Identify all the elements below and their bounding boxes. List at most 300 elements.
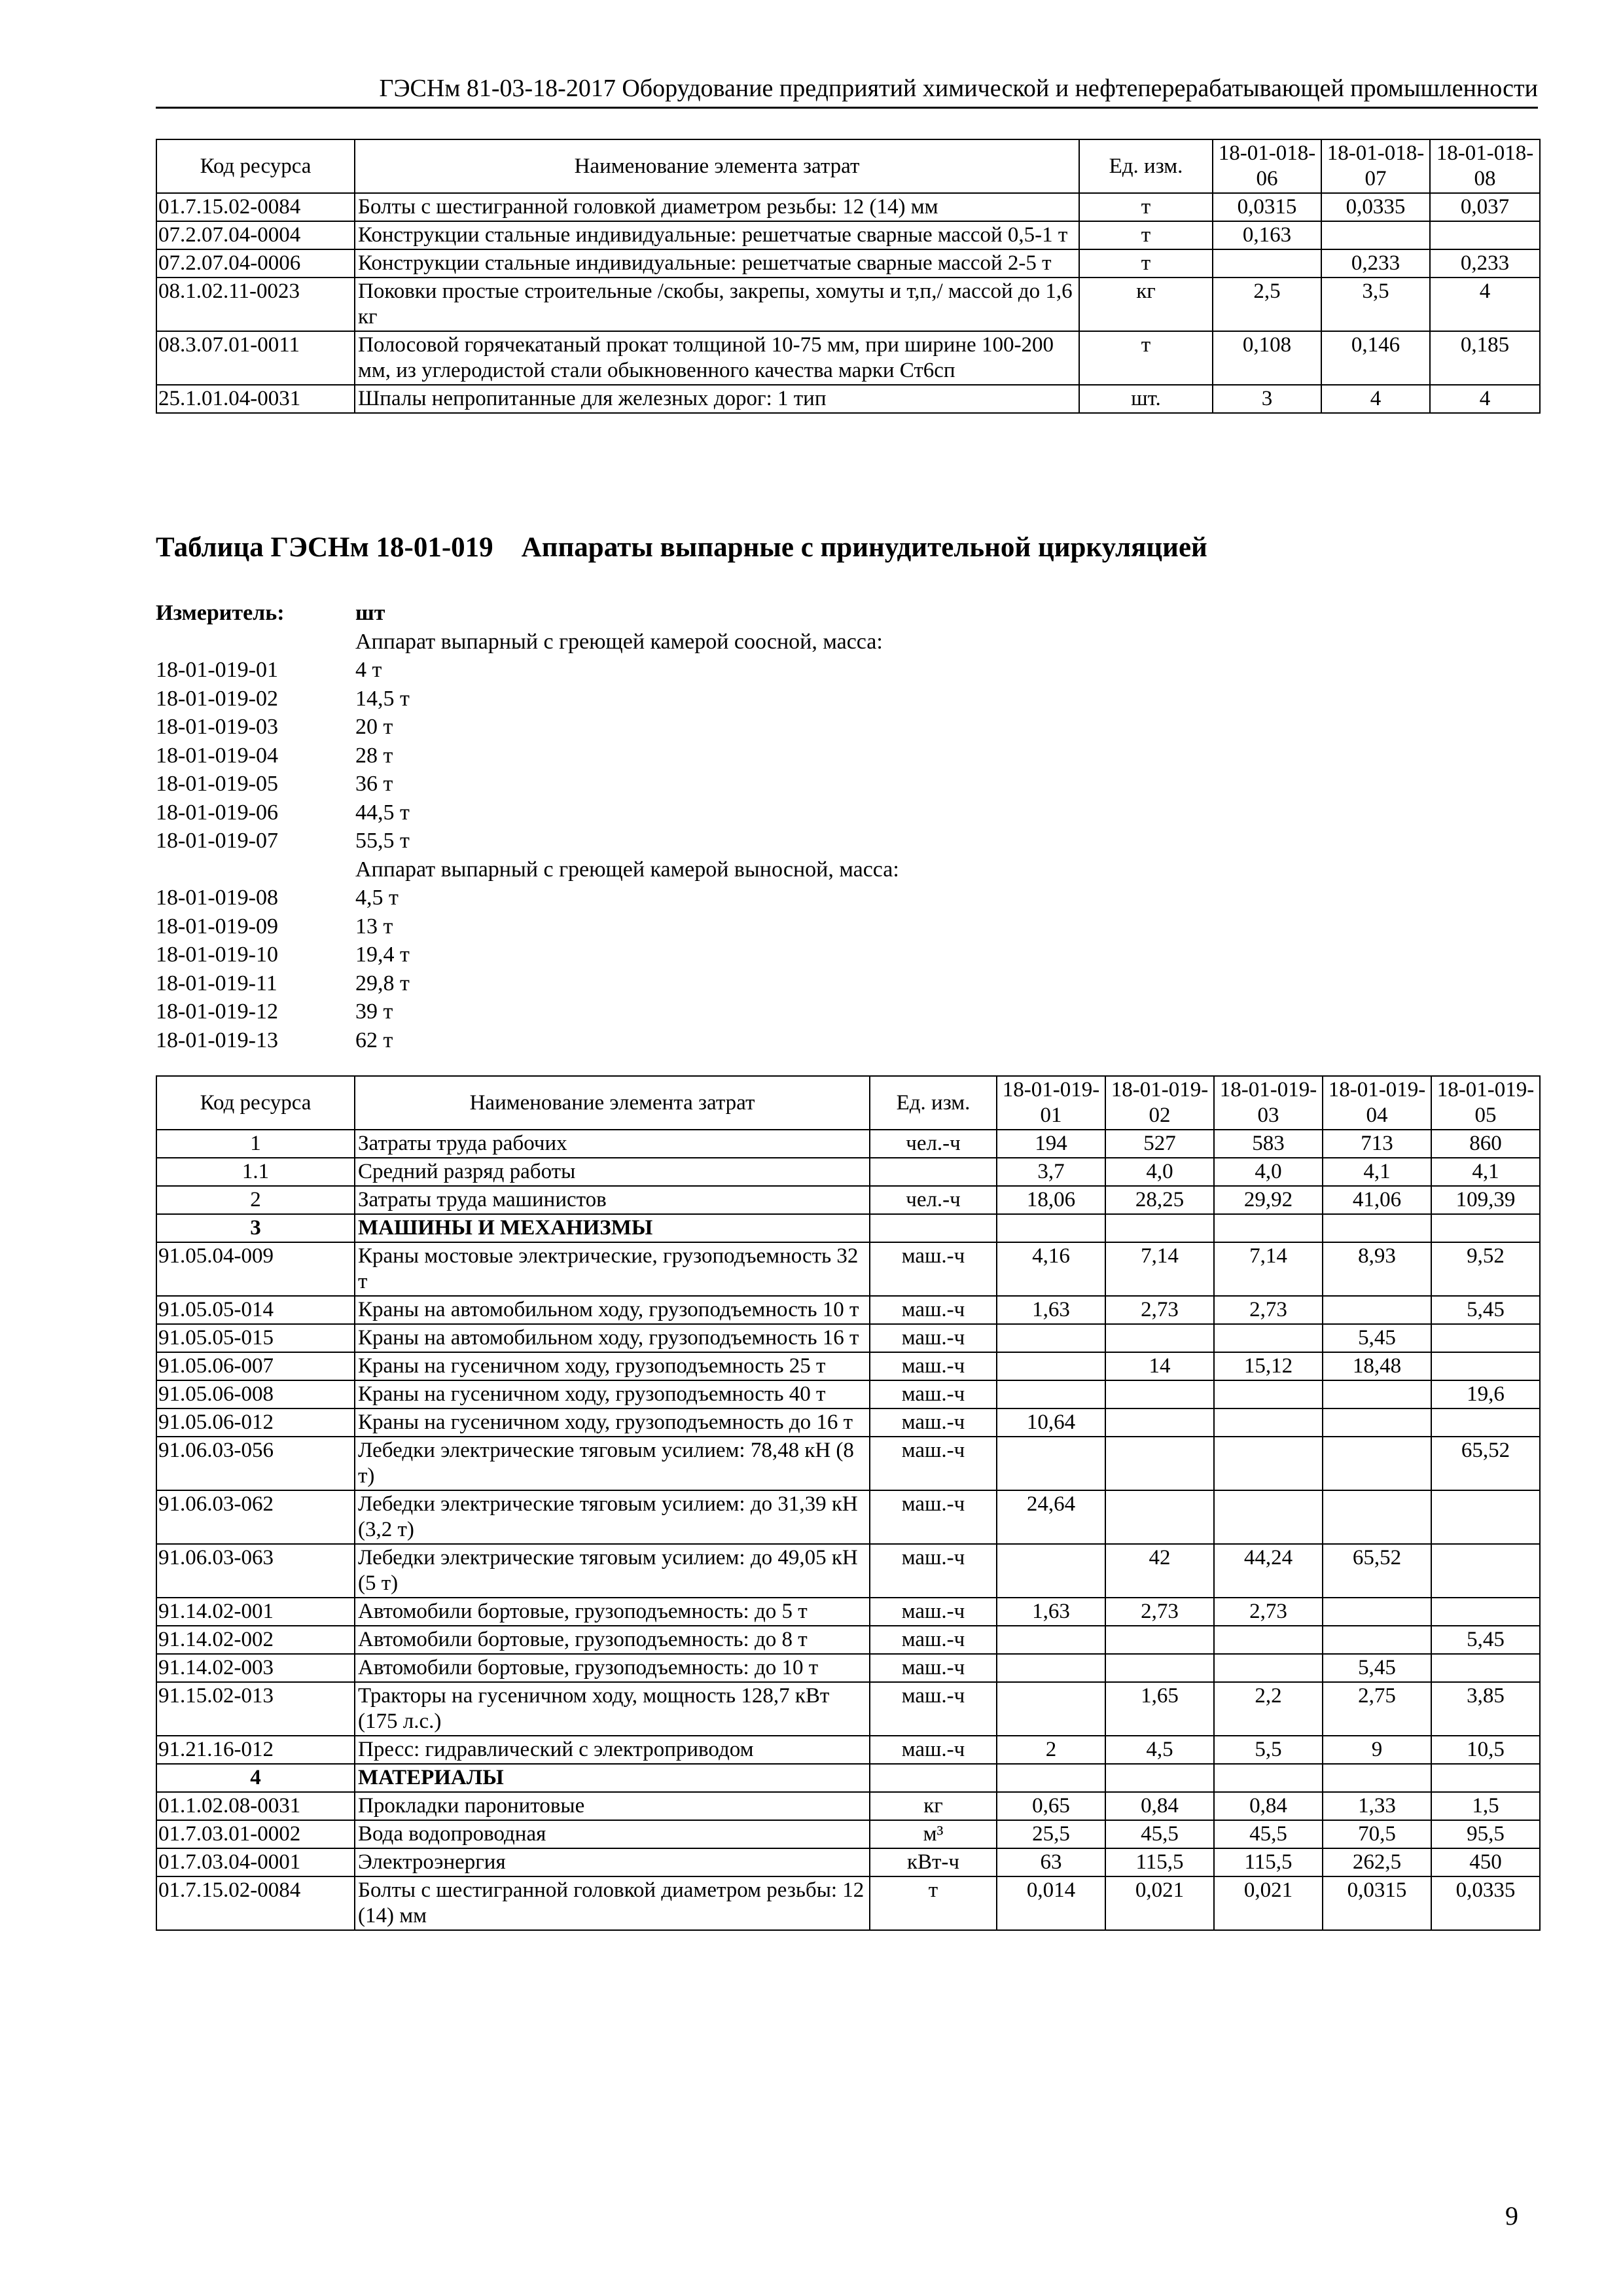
value-cell: 7,14 [1214,1242,1323,1296]
table-row [156,1380,1540,1408]
value-cell [1431,1598,1540,1626]
unit-cell: маш.-ч [870,1544,997,1598]
meter-code: 18-01-019-08 [156,886,278,910]
table-row [156,1437,1540,1490]
value-cell [997,1324,1105,1352]
table-row [156,1876,1540,1930]
value-cell: 9 [1323,1736,1431,1764]
resource-name: Тракторы на гусеничном ходу, мощность 128,7 кВт (175 л.с.) [355,1682,870,1736]
section-heading-row [156,1764,1540,1792]
value-cell: 0,108 [1213,331,1321,385]
resource-name: Болты с шестигранной головкой диаметром резьбы: 12 (14) мм [355,1876,870,1930]
value-cell: 95,5 [1431,1820,1540,1848]
resource-name: Краны на гусеничном ходу, грузоподъемность до 16 т [355,1408,870,1437]
resource-code: 91.14.02-003 [156,1654,355,1682]
resource-name: Автомобили бортовые, грузоподъемность: до 8 т [355,1626,870,1654]
meter-group-2 [156,884,899,1054]
value-cell [1105,1408,1214,1437]
value-cell: 450 [1431,1848,1540,1876]
value-cell [1431,1764,1540,1792]
meter-item [156,685,899,713]
value-cell: 3,85 [1431,1682,1540,1736]
resource-name: Конструкции стальные индивидуальные: решетчатые сварные массой 2-5 т [355,249,1079,278]
value-cell [1431,1352,1540,1380]
unit-cell: маш.-ч [870,1682,997,1736]
value-cell: 713 [1323,1130,1431,1158]
unit-cell: т [1079,193,1213,221]
value-cell: 1,63 [997,1598,1105,1626]
table-row [156,278,1540,331]
value-cell: 4,1 [1431,1158,1540,1186]
value-cell: 63 [997,1848,1105,1876]
value-cell [1431,1214,1540,1242]
value-cell [1431,1408,1540,1437]
meter-code: 18-01-019-09 [156,914,278,939]
value-cell [1323,1598,1431,1626]
value-cell: 0,84 [1105,1792,1214,1820]
table-row [156,1324,1540,1352]
col-header-019-05: 18-01-019-05 [1431,1076,1540,1130]
meter-value: 44,5 т [355,800,410,825]
value-cell: 25,5 [997,1820,1105,1848]
meter-item [156,770,899,798]
value-cell: 527 [1105,1130,1214,1158]
resource-code: 91.14.02-001 [156,1598,355,1626]
meter-item [156,798,899,827]
meter-code: 18-01-019-11 [156,971,277,996]
value-cell: 262,5 [1323,1848,1431,1876]
value-cell: 3,5 [1321,278,1430,331]
unit-cell: маш.-ч [870,1654,997,1682]
value-cell: 115,5 [1105,1848,1214,1876]
value-cell [1105,1214,1214,1242]
value-cell [1214,1626,1323,1654]
col-header-unit: Ед. изм. [1079,139,1213,193]
value-cell: 109,39 [1431,1186,1540,1214]
value-cell [997,1214,1105,1242]
meter-item [156,912,899,941]
resource-code: 91.21.16-012 [156,1736,355,1764]
col-header-name: Наименование элемента затрат [355,139,1079,193]
value-cell: 7,14 [1105,1242,1214,1296]
resource-name: Краны на автомобильном ходу, грузоподъемность 10 т [355,1296,870,1324]
resource-name: Пресс: гидравлический с электроприводом [355,1736,870,1764]
value-cell: 41,06 [1323,1186,1431,1214]
value-cell: 5,45 [1323,1324,1431,1352]
unit-cell [870,1158,997,1186]
value-cell: 0,65 [997,1792,1105,1820]
unit-cell: маш.-ч [870,1408,997,1437]
value-cell [1105,1324,1214,1352]
meter-item [156,941,899,969]
unit-cell: т [870,1876,997,1930]
resource-name: Краны мостовые электрические, грузоподъемность 32 т [355,1242,870,1296]
resource-name: Средний разряд работы [355,1158,870,1186]
value-cell: 4 [1430,385,1540,413]
meter-value: 55,5 т [355,829,410,853]
col-header-018-08: 18-01-018-08 [1430,139,1540,193]
value-cell: 3,7 [997,1158,1105,1186]
meter-value: 4,5 т [355,886,399,910]
table-row [156,193,1540,221]
table-row [156,221,1540,249]
unit-cell: маш.-ч [870,1242,997,1296]
value-cell [1105,1437,1214,1490]
value-cell: 4,0 [1105,1158,1214,1186]
table-row [156,1408,1540,1437]
value-cell: 2 [997,1736,1105,1764]
value-cell [1214,1654,1323,1682]
value-cell [1321,221,1430,249]
meter-block [156,599,899,1054]
meter-code: 18-01-019-05 [156,772,278,796]
resource-name: Автомобили бортовые, грузоподъемность: до 5 т [355,1598,870,1626]
meter-value: 4 т [355,658,382,682]
unit-cell: маш.-ч [870,1626,997,1654]
resource-name: Конструкции стальные индивидуальные: решетчатые сварные массой 0,5-1 т [355,221,1079,249]
resource-table-019 [156,1075,1541,1931]
value-cell [1214,1324,1323,1352]
col-header-019-01: 18-01-019-01 [997,1076,1105,1130]
table-row [156,385,1540,413]
value-cell [1214,1437,1323,1490]
value-cell: 4,1 [1323,1158,1431,1186]
value-cell [1214,1214,1323,1242]
table-header-row [156,1076,1540,1130]
resource-name: Прокладки паронитовые [355,1792,870,1820]
resource-code: 4 [156,1764,355,1792]
value-cell: 0,84 [1214,1792,1323,1820]
meter-value: 29,8 т [355,971,410,996]
resource-name: Электроэнергия [355,1848,870,1876]
meter-label: Измеритель: [156,601,285,625]
value-cell [1214,1490,1323,1544]
value-cell: 44,24 [1214,1544,1323,1598]
resource-code: 08.3.07.01-0011 [156,331,355,385]
value-cell: 0,0335 [1321,193,1430,221]
resource-code: 25.1.01.04-0031 [156,385,355,413]
value-cell: 583 [1214,1130,1323,1158]
value-cell: 4,0 [1214,1158,1323,1186]
value-cell [997,1352,1105,1380]
value-cell [1105,1654,1214,1682]
value-cell: 5,45 [1431,1296,1540,1324]
table-row [156,1186,1540,1214]
value-cell: 0,233 [1430,249,1540,278]
meter-item [156,1026,899,1055]
value-cell [1323,1408,1431,1437]
table-row [156,1242,1540,1296]
value-cell [1323,1437,1431,1490]
resource-code: 1.1 [156,1158,355,1186]
meter-code: 18-01-019-13 [156,1028,278,1052]
meter-item [156,969,899,998]
unit-cell [870,1764,997,1792]
resource-name: Вода водопроводная [355,1820,870,1848]
col-header-019-02: 18-01-019-02 [1105,1076,1214,1130]
value-cell: 4,16 [997,1242,1105,1296]
page-header: ГЭСНм 81-03-18-2017 Оборудование предприятий химической и нефтеперерабатывающей промышленности [379,75,1538,102]
resource-code: 91.06.03-062 [156,1490,355,1544]
value-cell: 10,5 [1431,1736,1540,1764]
table-row [156,1736,1540,1764]
value-cell: 5,45 [1431,1626,1540,1654]
unit-cell: м³ [870,1820,997,1848]
unit-cell: кВт-ч [870,1848,997,1876]
value-cell [997,1682,1105,1736]
value-cell: 4 [1430,278,1540,331]
table-row [156,1820,1540,1848]
col-header-name: Наименование элемента затрат [355,1076,870,1130]
table-row [156,1598,1540,1626]
unit-cell: чел.-ч [870,1186,997,1214]
resource-code: 91.05.06-007 [156,1352,355,1380]
value-cell [1323,1764,1431,1792]
resource-name: Полосовой горячекатаный прокат толщиной 10-75 мм, при ширине 100-200 мм, из углеродистой стали обыкновенного качества марки Ст6сп [355,331,1079,385]
meter-value: 20 т [355,715,393,739]
value-cell: 2,5 [1213,278,1321,331]
resource-code: 01.7.15.02-0084 [156,1876,355,1930]
meter-row [156,599,899,628]
unit-cell [870,1214,997,1242]
resource-code: 91.06.03-056 [156,1437,355,1490]
value-cell: 0,146 [1321,331,1430,385]
value-cell: 65,52 [1431,1437,1540,1490]
resource-name: Лебедки электрические тяговым усилием: до 49,05 кН (5 т) [355,1544,870,1598]
value-cell: 8,93 [1323,1242,1431,1296]
value-cell: 5,5 [1214,1736,1323,1764]
col-header-019-03: 18-01-019-03 [1214,1076,1323,1130]
value-cell: 2,73 [1105,1598,1214,1626]
meter-value: 39 т [355,999,393,1024]
resource-code: 07.2.07.04-0006 [156,249,355,278]
unit-cell: чел.-ч [870,1130,997,1158]
col-header-code: Код ресурса [156,139,355,193]
value-cell [1323,1490,1431,1544]
value-cell [1431,1490,1540,1544]
col-header-018-06: 18-01-018-06 [1213,139,1321,193]
page-number: 9 [1505,2201,1518,2231]
unit-cell: маш.-ч [870,1437,997,1490]
resource-name: Автомобили бортовые, грузоподъемность: до 10 т [355,1654,870,1682]
resource-code: 08.1.02.11-0023 [156,278,355,331]
value-cell: 28,25 [1105,1186,1214,1214]
col-header-unit: Ед. изм. [870,1076,997,1130]
unit-cell: маш.-ч [870,1490,997,1544]
meter-item [156,997,899,1026]
resource-code: 91.05.06-008 [156,1380,355,1408]
value-cell: 0,0315 [1213,193,1321,221]
value-cell: 1,63 [997,1296,1105,1324]
resource-name: МАШИНЫ И МЕХАНИЗМЫ [355,1214,870,1242]
resource-code: 91.05.04-009 [156,1242,355,1296]
resource-code: 01.1.02.08-0031 [156,1792,355,1820]
table-row [156,1158,1540,1186]
header-divider [156,107,1538,109]
meter-value: 36 т [355,772,393,796]
table-row [156,1130,1540,1158]
table-row [156,249,1540,278]
table-row [156,1352,1540,1380]
value-cell: 1,5 [1431,1792,1540,1820]
meter-code: 18-01-019-04 [156,743,278,768]
resource-name: Поковки простые строительные /скобы, закрепы, хомуты и т,п,/ массой до 1,6 кг [355,278,1079,331]
value-cell: 19,6 [1431,1380,1540,1408]
value-cell: 2,73 [1105,1296,1214,1324]
value-cell: 3 [1213,385,1321,413]
value-cell [997,1437,1105,1490]
value-cell [1430,221,1540,249]
meter-item [156,713,899,742]
value-cell: 0,0315 [1323,1876,1431,1930]
meter-item [156,742,899,770]
table-row [156,1848,1540,1876]
unit-cell: маш.-ч [870,1324,997,1352]
value-cell [1105,1626,1214,1654]
value-cell: 2,73 [1214,1296,1323,1324]
meter-value: 19,4 т [355,942,410,967]
resource-code: 3 [156,1214,355,1242]
table-header-row [156,139,1540,193]
meter-value: 62 т [355,1028,393,1052]
unit-cell: кг [870,1792,997,1820]
value-cell [997,1544,1105,1598]
table-row [156,1792,1540,1820]
value-cell: 10,64 [997,1408,1105,1437]
value-cell: 2,2 [1214,1682,1323,1736]
value-cell [1431,1544,1540,1598]
table-row [156,1626,1540,1654]
value-cell [1431,1654,1540,1682]
table-row [156,331,1540,385]
value-cell [1323,1380,1431,1408]
meter-code: 18-01-019-06 [156,800,278,825]
value-cell: 4,5 [1105,1736,1214,1764]
meter-code: 18-01-019-03 [156,715,278,739]
meter-item [156,884,899,912]
resource-code: 91.05.05-015 [156,1324,355,1352]
meter-value: 28 т [355,743,393,768]
resource-name: Краны на гусеничном ходу, грузоподъемность 25 т [355,1352,870,1380]
resource-name: Лебедки электрические тяговым усилием: 78,48 кН (8 т) [355,1437,870,1490]
col-header-019-04: 18-01-019-04 [1323,1076,1431,1130]
section-heading-row [156,1214,1540,1242]
meter-code: 18-01-019-07 [156,829,278,853]
value-cell: 0,037 [1430,193,1540,221]
col-header-code: Код ресурса [156,1076,355,1130]
resource-code: 2 [156,1186,355,1214]
meter-group-title: Аппарат выпарный с греющей камерой выносной, масса: [355,857,899,882]
meter-code: 18-01-019-12 [156,999,278,1024]
col-header-018-07: 18-01-018-07 [1321,139,1430,193]
meter-value: 14,5 т [355,686,410,711]
resource-name: Краны на гусеничном ходу, грузоподъемность 40 т [355,1380,870,1408]
value-cell [997,1764,1105,1792]
value-cell [997,1380,1105,1408]
value-cell: 45,5 [1105,1820,1214,1848]
resource-name: Краны на автомобильном ходу, грузоподъемность 16 т [355,1324,870,1352]
resource-code: 01.7.03.01-0002 [156,1820,355,1848]
unit-cell: маш.-ч [870,1598,997,1626]
value-cell: 45,5 [1214,1820,1323,1848]
value-cell [997,1626,1105,1654]
value-cell: 70,5 [1323,1820,1431,1848]
value-cell [1213,249,1321,278]
table-row [156,1296,1540,1324]
table-row [156,1490,1540,1544]
meter-code: 18-01-019-01 [156,658,278,682]
value-cell: 860 [1431,1130,1540,1158]
value-cell [1323,1626,1431,1654]
value-cell [1105,1764,1214,1792]
section-table-subtitle: Аппараты выпарные с принудительной циркуляцией [521,532,1207,563]
section-title [156,531,1207,564]
value-cell [1214,1764,1323,1792]
unit-cell: кг [1079,278,1213,331]
meter-value: 13 т [355,914,393,939]
value-cell [1105,1380,1214,1408]
value-cell [1431,1324,1540,1352]
unit-cell: маш.-ч [870,1736,997,1764]
resource-code: 91.05.06-012 [156,1408,355,1437]
resource-name: Затраты труда рабочих [355,1130,870,1158]
value-cell: 2,75 [1323,1682,1431,1736]
resource-code: 07.2.07.04-0004 [156,221,355,249]
value-cell: 0,163 [1213,221,1321,249]
value-cell [1105,1490,1214,1544]
value-cell: 18,48 [1323,1352,1431,1380]
value-cell: 4 [1321,385,1430,413]
resource-table-018 [156,139,1541,414]
value-cell: 0,233 [1321,249,1430,278]
meter-code: 18-01-019-10 [156,942,278,967]
resource-code: 1 [156,1130,355,1158]
value-cell: 5,45 [1323,1654,1431,1682]
meter-group-title: Аппарат выпарный с греющей камерой соосной, масса: [355,629,883,654]
value-cell [1323,1296,1431,1324]
value-cell [1214,1380,1323,1408]
value-cell: 115,5 [1214,1848,1323,1876]
resource-name: Лебедки электрические тяговым усилием: до 31,39 кН (3,2 т) [355,1490,870,1544]
value-cell: 0,185 [1430,331,1540,385]
value-cell [1323,1214,1431,1242]
resource-name: Шпалы непропитанные для железных дорог: 1 тип [355,385,1079,413]
value-cell: 0,014 [997,1876,1105,1930]
value-cell: 1,33 [1323,1792,1431,1820]
value-cell: 0,0335 [1431,1876,1540,1930]
value-cell: 14 [1105,1352,1214,1380]
table-row [156,1682,1540,1736]
resource-code: 91.15.02-013 [156,1682,355,1736]
value-cell: 0,021 [1105,1876,1214,1930]
meter-code: 18-01-019-02 [156,686,278,711]
unit-cell: т [1079,221,1213,249]
meter-item [156,827,899,855]
value-cell: 15,12 [1214,1352,1323,1380]
resource-name: Болты с шестигранной головкой диаметром резьбы: 12 (14) мм [355,193,1079,221]
value-cell: 24,64 [997,1490,1105,1544]
unit-cell: т [1079,249,1213,278]
value-cell: 9,52 [1431,1242,1540,1296]
meter-item [156,656,899,685]
resource-code: 01.7.03.04-0001 [156,1848,355,1876]
unit-cell: маш.-ч [870,1352,997,1380]
value-cell [997,1654,1105,1682]
value-cell: 2,73 [1214,1598,1323,1626]
resource-code: 91.05.05-014 [156,1296,355,1324]
unit-cell: шт. [1079,385,1213,413]
section-table-id: Таблица ГЭСНм 18-01-019 [156,532,493,563]
